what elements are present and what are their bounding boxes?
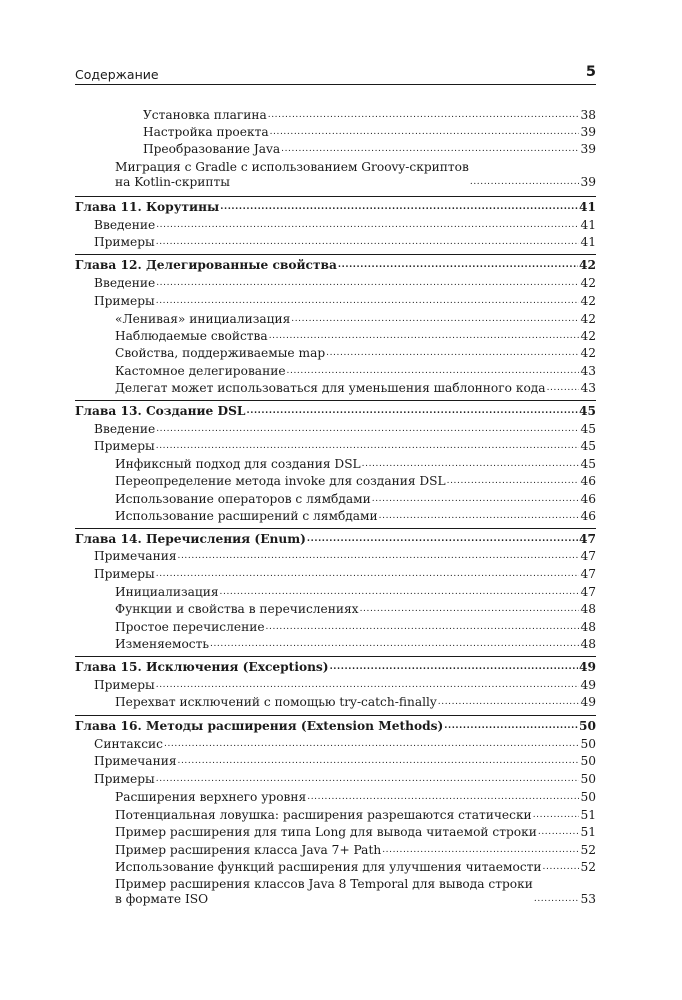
running-header-title: Содержание [75, 67, 159, 82]
toc-entry-title: Преобразование Java [143, 142, 281, 156]
dot-leader [382, 844, 579, 856]
toc-entry[interactable] [115, 860, 596, 875]
toc-entry-page: 48 [580, 637, 596, 651]
toc-entry[interactable] [115, 790, 596, 805]
toc-entry-page: 42 [580, 294, 596, 308]
toc-entry[interactable] [115, 825, 596, 840]
toc-entry[interactable] [115, 808, 596, 823]
dot-leader [338, 259, 578, 271]
toc-entry-page: 39 [580, 142, 596, 156]
toc-chapter-entry[interactable] [75, 660, 596, 675]
toc-entry-title: Использование функций расширения для улучшения читаемости [115, 860, 542, 874]
toc-entry-page: 42 [580, 346, 596, 360]
dot-leader [269, 330, 580, 342]
dot-leader [547, 382, 580, 394]
toc-entry[interactable] [94, 754, 596, 769]
dot-leader [178, 755, 580, 767]
toc-entry[interactable] [115, 329, 596, 344]
toc-entry-title: Настройка проекта [143, 125, 269, 139]
toc-entry[interactable] [115, 637, 596, 652]
dot-leader [360, 603, 580, 615]
toc-entry[interactable] [115, 160, 596, 190]
toc-entry-title: Примеры [94, 678, 155, 692]
running-header [75, 64, 596, 85]
toc-entry[interactable] [115, 346, 596, 361]
toc-entry-title: Введение [94, 276, 156, 290]
toc-entry-page: 49 [580, 678, 596, 692]
dot-leader [246, 405, 578, 417]
chapter-divider [75, 400, 596, 401]
toc-entry-page: 53 [580, 892, 596, 906]
dot-leader [372, 493, 580, 505]
toc-entry-title: «Ленивая» инициализация [115, 312, 291, 326]
chapter-divider [75, 656, 596, 657]
toc-entry-page: 46 [580, 474, 596, 488]
toc-entry-title-line2: на Kotlin-скрипты [115, 175, 230, 189]
toc-entry-title: Глава 12. Делегированные свойства [75, 258, 337, 272]
dot-leader [379, 510, 580, 522]
dot-leader [447, 475, 580, 487]
dot-leader [156, 423, 579, 435]
toc-entry[interactable] [94, 422, 596, 437]
chapter-divider [75, 715, 596, 716]
toc-entry[interactable] [94, 218, 596, 233]
toc-entry-page: 49 [579, 660, 596, 674]
toc-entry[interactable] [143, 125, 596, 140]
dot-leader [533, 809, 580, 821]
toc-chapter-entry[interactable] [75, 532, 596, 547]
toc-entry-title: Примеры [94, 567, 155, 581]
toc-entry-page: 41 [580, 235, 596, 249]
toc-entry-page: 43 [580, 381, 596, 395]
dot-leader [164, 738, 580, 750]
toc-entry[interactable] [115, 843, 596, 858]
dot-leader [287, 365, 580, 377]
toc-entry[interactable] [115, 695, 596, 710]
dot-leader [307, 791, 579, 803]
toc-entry[interactable] [115, 364, 596, 379]
chapter-divider [75, 528, 596, 529]
dot-leader [156, 440, 580, 452]
toc-entry-title: Наблюдаемые свойства [115, 329, 268, 343]
toc-entry-page: 48 [580, 602, 596, 616]
toc-entry-page: 46 [580, 492, 596, 506]
toc-entry-title: Изменяемость [115, 637, 210, 651]
toc-entry[interactable] [115, 474, 596, 489]
toc-entry-page: 47 [580, 585, 596, 599]
toc-entry[interactable] [115, 312, 596, 327]
toc-entry-page: 43 [580, 364, 596, 378]
toc-entry-page: 41 [579, 200, 596, 214]
toc-entry[interactable] [94, 567, 596, 582]
toc-chapter-entry[interactable] [75, 200, 596, 215]
toc-entry-title: Введение [94, 422, 156, 436]
toc-entry[interactable] [143, 142, 596, 157]
toc-entry[interactable] [94, 678, 596, 693]
dot-leader [156, 568, 580, 580]
toc-entry[interactable] [115, 620, 596, 635]
toc-entry-title: Глава 16. Методы расширения (Extension Methods) [75, 719, 444, 733]
toc-entry-title: Функции и свойства в перечислениях [115, 602, 359, 616]
toc-entry-title: Потенциальная ловушка: расширения разрешаются статически [115, 808, 532, 822]
toc-entry-title: Глава 15. Исключения (Exceptions) [75, 660, 329, 674]
dot-leader [444, 720, 578, 732]
dot-leader [210, 638, 579, 650]
toc-entry-page: 41 [580, 218, 596, 232]
toc-entry-page: 47 [580, 549, 596, 563]
toc-chapter-entry[interactable] [75, 404, 596, 419]
toc-entry-title: Расширения верхнего уровня [115, 790, 307, 804]
toc-entry[interactable] [94, 439, 596, 454]
dot-leader [538, 826, 580, 838]
toc-entry[interactable] [115, 509, 596, 524]
toc-entry-title: Синтаксис [94, 737, 163, 751]
toc-entry-title [115, 160, 469, 190]
toc-entry-title-line1: Миграция с Gradle с использованием Groovy-скриптов [115, 160, 469, 174]
toc-entry-page: 45 [580, 439, 596, 453]
dot-leader [156, 773, 580, 785]
dot-leader [268, 109, 580, 121]
toc-entry-title: Перехват исключений с помощью try-catch-finally [115, 695, 437, 709]
toc-entry-page: 50 [580, 737, 596, 751]
toc-chapter-entry[interactable] [75, 719, 596, 734]
dot-leader [534, 893, 580, 905]
toc-entry-title: Делегат может использоваться для уменьшения шаблонного кода [115, 381, 546, 395]
dot-leader [156, 219, 579, 231]
toc-entry-page: 47 [579, 532, 596, 546]
dot-leader [291, 313, 579, 325]
toc-entry-title: Свойства, поддерживаемые map [115, 346, 326, 360]
dot-leader [362, 458, 580, 470]
dot-leader [156, 236, 580, 248]
toc-entry-page: 45 [580, 457, 596, 471]
toc-entry-title: Глава 14. Перечисления (Enum) [75, 532, 306, 546]
toc-entry-title: Пример расширения класса Java 7+ Path [115, 843, 382, 857]
toc-entry-title: Глава 13. Создание DSL [75, 404, 246, 418]
toc-entry[interactable] [94, 737, 596, 752]
toc-entry-page: 50 [580, 790, 596, 804]
dot-leader [220, 586, 580, 598]
toc-entry[interactable] [94, 235, 596, 250]
toc-entry-title: Введение [94, 218, 156, 232]
toc-entry[interactable] [94, 276, 596, 291]
toc-entry-page: 51 [580, 825, 596, 839]
dot-leader [281, 143, 579, 155]
toc-entry-title: Переопределение метода invoke для создания DSL [115, 474, 446, 488]
toc-entry-title: Примечания [94, 754, 177, 768]
toc-entry-title: Пример расширения для типа Long для вывода читаемой строки [115, 825, 537, 839]
toc-entry-title: Простое перечисление [115, 620, 265, 634]
toc-entry-title-line1: Пример расширения классов Java 8 Temporal для вывода строки [115, 877, 533, 891]
toc-entry-title: Инфиксный подход для создания DSL [115, 457, 361, 471]
toc-entry-page: 42 [580, 312, 596, 326]
dot-leader [270, 126, 580, 138]
toc-entry-page: 39 [580, 175, 596, 189]
toc-entry[interactable] [143, 108, 596, 123]
toc-entry-title: Примеры [94, 235, 155, 249]
toc-entry-page: 45 [579, 404, 596, 418]
toc-entry[interactable] [115, 602, 596, 617]
toc-entry-title [115, 877, 533, 907]
toc-entry-title: Кастомное делегирование [115, 364, 286, 378]
toc-entry[interactable] [115, 877, 596, 907]
toc-entry-page: 50 [580, 772, 596, 786]
toc-entry-title: Глава 11. Корутины [75, 200, 220, 214]
toc-entry-title: Примеры [94, 439, 155, 453]
toc-entry-title: Примеры [94, 772, 155, 786]
dot-leader [330, 661, 578, 673]
toc-entry-title: Примечания [94, 549, 177, 563]
chapter-divider [75, 254, 596, 255]
toc-chapter-entry[interactable] [75, 258, 596, 273]
toc-entry-page: 49 [580, 695, 596, 709]
toc-entry-title-line2: в формате ISO [115, 892, 209, 906]
toc-entry-page: 46 [580, 509, 596, 523]
toc-entry[interactable] [115, 457, 596, 472]
dot-leader [470, 176, 580, 188]
chapter-divider [75, 196, 596, 197]
dot-leader [178, 550, 580, 562]
toc-entry-page: 48 [580, 620, 596, 634]
toc-entry-title: Использование операторов с лямбдами [115, 492, 371, 506]
toc-entry-page: 52 [580, 860, 596, 874]
toc-entry-page: 50 [580, 754, 596, 768]
dot-leader [156, 679, 580, 691]
dot-leader [156, 295, 580, 307]
dot-leader [326, 347, 579, 359]
dot-leader [307, 533, 578, 545]
toc-entry-page: 39 [580, 125, 596, 139]
toc-entry-page: 42 [579, 258, 596, 272]
toc-entry-page: 42 [580, 276, 596, 290]
toc-entry-page: 38 [580, 108, 596, 122]
toc-entry[interactable] [115, 492, 596, 507]
toc-entry-page: 42 [580, 329, 596, 343]
dot-leader [438, 696, 580, 708]
toc-entry-page: 45 [580, 422, 596, 436]
toc-entry-page: 50 [579, 719, 596, 733]
dot-leader [220, 201, 578, 213]
toc-entry-title: Инициализация [115, 585, 219, 599]
toc-entry-page: 52 [580, 843, 596, 857]
toc-entry[interactable] [94, 772, 596, 787]
page-number: 5 [585, 64, 596, 80]
dot-leader [266, 621, 580, 633]
dot-leader [156, 277, 579, 289]
toc-entry[interactable] [94, 294, 596, 309]
toc-entry-page: 51 [580, 808, 596, 822]
toc-entry-title: Примеры [94, 294, 155, 308]
toc-entry-page: 47 [580, 567, 596, 581]
toc-entry[interactable] [115, 585, 596, 600]
dot-leader [543, 861, 580, 873]
toc-entry[interactable] [94, 549, 596, 564]
toc-entry-title: Использование расширений с лямбдами [115, 509, 378, 523]
toc-entry[interactable] [115, 381, 596, 396]
toc-entry-title: Установка плагина [143, 108, 267, 122]
